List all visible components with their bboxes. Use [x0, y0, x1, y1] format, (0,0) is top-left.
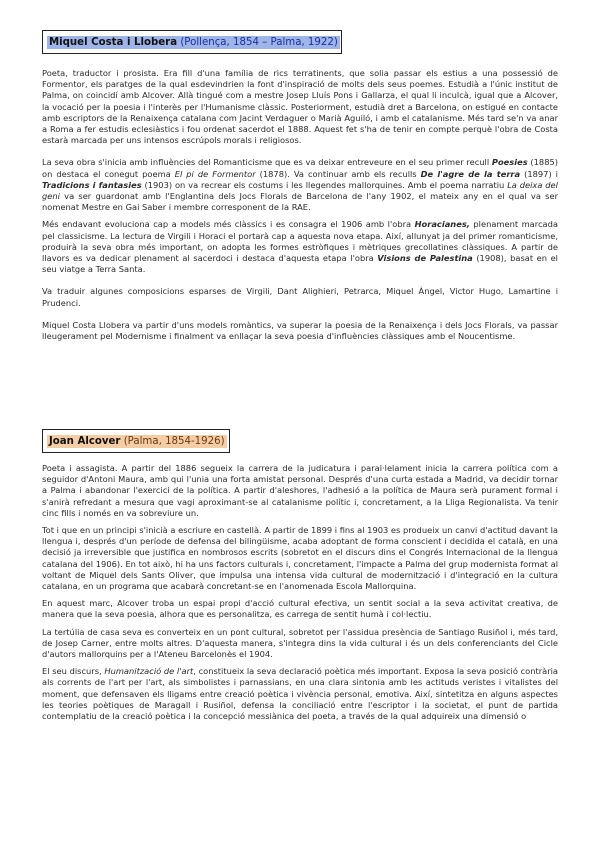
work-title: Visions de Palestina — [377, 253, 473, 264]
paragraph-biography: Poeta, traductor i prosista. Era fill d'una família de rics terratinents, que solia passar els estius a una possessió de Formentor, els paratges de la qual esdevindrien la font d'inspiració de molts dels seus poemes. Estudià a l'únic institut de Palma, on coincidí amb Alcover. Allà tingué com a mestre Josep Lluís Pons i Gallarza, el qual li inculcà, igual que a Alcover, la vocació per la poesia i l'interès per l'Humanisme clàssic. Posteriorment, estudià dret a Barcelona, on estigué en contacte amb escriptors de la Renaixença catalana com Jacint Verdaguer o Marià Aguiló, i amb el catalanisme. Més tard se'n va anar a Roma a fer estudis eclesiàstics i fou ordenat sacerdot el 1888. Aquest fet s'ha de tenir en compte perquè l'obra de Costa estarà marcada per uns intensos escrúpols morals i religiosos. — [42, 68, 558, 146]
author-name: Joan Alcover — [49, 435, 121, 447]
author-dates: (Palma, 1854-1926) — [123, 435, 225, 447]
paragraph-discourse: El seu discurs, Humanització de l'art, constitueix la seva declaració poètica més important. Exposa la seva posició contrària als corrents de l'art per l'art, als simbolistes i parnassians, en una clara sintonia amb les actituds veristes i vitalistes del moment, que defensaven els lligams entre creació poètica i vivència personal, emotiva. Així, sintetitza en alguns aspectes les teories poètiques de Maragall i Rusiñol, defensa la conciliació entre l'escriptor i la societat, el punt de partida contemplatiu de la creació poètica i la concepció messiànica del poeta, a través de la qual adquireix una dimensió o — [42, 666, 559, 722]
work-title: De l'agre de la terra — [420, 168, 521, 179]
work-title: La deixa del geni — [42, 179, 558, 202]
author-name: Miquel Costa i Llobera — [49, 36, 178, 48]
work-title: Humanització de l'art — [104, 666, 194, 677]
work-title: Tradicions i fantasies — [42, 179, 142, 190]
paragraph-summary: Miquel Costa Llobera va partir d'uns models romàntics, va superar la poesia de la Renaixença i dels Jocs Florals, va passar lleugerament pel Modernisme i finalment va enllaçar la seva poesia d'influències clàssiques amb el Noucentisme. — [42, 319, 558, 342]
section-costa-i-llobera — [42, 68, 558, 342]
paragraph-tertulia: La tertúlia de casa seva es converteix en un pont cultural, sobretot per l'assidua presència de Santiago Rusiñol i, més tard, de Josep Carner, entre molts altres. D'aquesta manera, s'integra dins la vida cultural i és un dels conferenciants del Cicle d'autors mallorquins per a l'Ateneu Barcelonès el 1904. — [42, 626, 558, 660]
paragraph-biography: Poeta i assagista. A partir del 1886 segueix la carrera de la judicatura i paral·lelament inicia la carrera política com a seguidor d'Antoni Maura, amb qui l'unia una forta amistat personal. Després d'una curta estada a Madrid, va decidir tornar a Palma i abandonar l'exercici de la política. A partir d'aleshores, l'adhesió a la política de Maura serà purament formal i s'anirà refredant a mesura que vagi aproximant-se al catalanisme polític i, concretament, a la Lliga Regionalista. Va tenir cinc fills i només en va sobreviure un. — [42, 463, 558, 518]
section-joan-alcover — [42, 463, 558, 722]
heading-highlight — [47, 36, 340, 49]
heading-costa-i-llobera — [42, 30, 342, 54]
work-title: El pi de Formentor — [174, 168, 256, 179]
paragraph-translations: Va traduir algunes composicions esparses de Virgili, Dant Alighieri, Petrarca, Miquel Àngel, Victor Hugo, Lamartine i Prudenci. — [42, 286, 558, 308]
heading-highlight — [47, 435, 227, 448]
paragraph-language-shift: Tot i que en un principi s'inicià a escriure en castellà. A partir de 1899 i fins al 1903 es produeix un canvi d'actitud davant la llengua i, després d'un període de defensa del bilingüisme, acaba adoptant de forma conscient i decidida el català, en una decisió ja irreversible que justifica en nombrosos escrits (sobretot en el discurs dins el Congrés Internacional de la llengua catalana del 1906). En tot això, hi ha uns factors culturals i, concretament, l'impacte a Palma del grup modernista format al voltant de Miquel dels Sants Oliver, que impulsa una intensa vida cultural de modernització i d'integració en la cultura catalana, en un programa que acabarà concretant-se en l'anomenada Escola Mallorquina. — [42, 525, 559, 592]
paragraph-early-work: La seva obra s'inicia amb influències del Romanticisme que es va deixar entreveure en el seu primer recull Poesies (1885) on destaca el conegut poema El pi de Formentor (1878). Va continuar amb els reculls De l'agre de la terra (1897) i Tradicions i fantasies (1903) on va recrear els costums i les llegendes mallorquines. Amb el poema narratiu La deixa del geni va ser guardonat amb l'Englantina dels Jocs Florals de Barcelona de l'any 1902, el mateix any en el qual va ser nomenat Mestre en Gai Saber i membre corresponent de la RAE. — [42, 157, 558, 213]
paragraph-classical-period: Més endavant evoluciona cap a models més clàssics i es consagra el 1906 amb l'obra Horacianes, plenament marcada pel classicisme. La lectura de Virgili i Horaci el portarà cap a aquesta nova etapa. Així, allunyat ja del primer romanticisme, produirà la seva obra més important, on adopta les formes estròfiques i mètriques grecollatines clàssiques. A partir de llavors es va dedicar plenament al sacerdoci i destaca d'aquesta etapa l'obra Visions de Palestina (1908), basat en el seu viatge a Terra Santa. — [42, 219, 558, 275]
author-dates: (Pollença, 1854 – Palma, 1922) — [180, 36, 338, 48]
work-title: Poesies — [491, 157, 528, 168]
heading-joan-alcover — [42, 429, 230, 453]
work-title: Horacianes, — [414, 219, 470, 230]
paragraph-cultural-space: En aquest marc, Alcover troba un espai propi d'acció cultural efectiva, un sentit social a la seva activitat creativa, de manera que la seva poesia, alhora que es personalitza, es carrega de sentit humà i col·lectiu. — [42, 598, 558, 620]
